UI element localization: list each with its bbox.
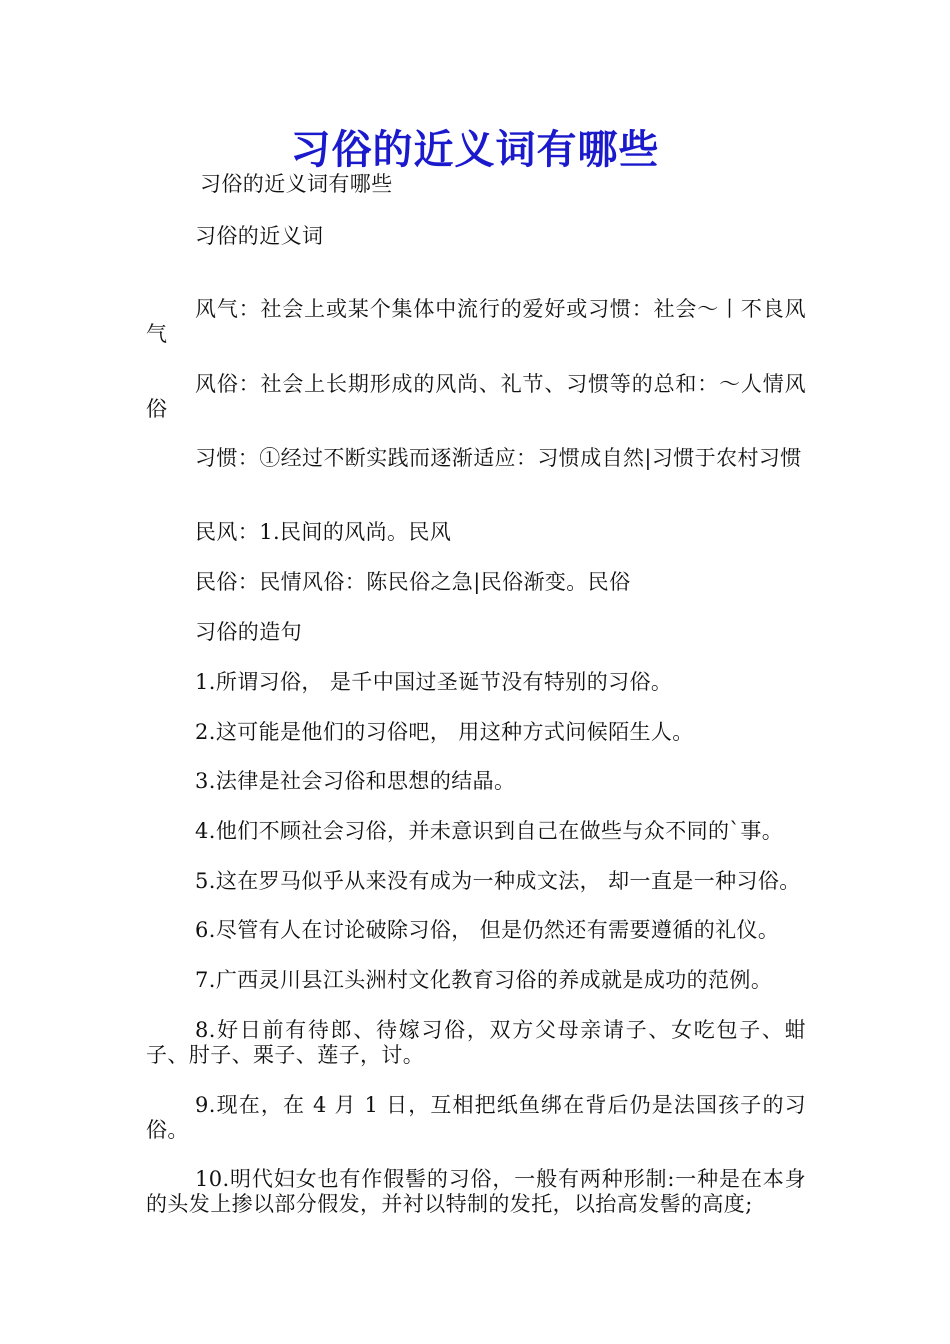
paragraph-sentence-1: 1.所谓习俗， 是千中国过圣诞节没有特别的习俗。	[195, 670, 673, 694]
paragraph-synonym-fengqi: 风气：社会上或某个集体中流行的爱好或习惯：社会～丨不良风气	[146, 297, 806, 346]
paragraph-sentence-6: 6.尽管有人在讨论破除习俗， 但是仍然还有需要遵循的礼仪。	[195, 918, 780, 942]
paragraph-sentence-2: 2.这可能是他们的习俗吧， 用这种方式问候陌生人。	[195, 720, 694, 744]
paragraph-sentence-10: 10.明代妇女也有作假髻的习俗，一般有两种形制:一种是在本身的头发上掺以部分假发，并衬以特制的发托，以抬高发髻的高度;	[146, 1167, 806, 1216]
paragraph-section-heading-synonyms: 习俗的近义词	[195, 224, 324, 248]
paragraph-section-heading-sentences: 习俗的造句	[195, 620, 302, 644]
paragraph-sentence-3: 3.法律是社会习俗和思想的结晶。	[195, 769, 516, 793]
paragraph-synonym-fengsu: 风俗：社会上长期形成的风尚、礼节、习惯等的总和：～人情风俗	[146, 372, 806, 421]
paragraph-subtitle: 习俗的近义词有哪些	[200, 172, 393, 196]
paragraph-sentence-5: 5.这在罗马似乎从来没有成为一种成文法， 却一直是一种习俗。	[195, 869, 801, 893]
paragraph-sentence-8: 8.好日前有待郎、待嫁习俗，双方父母亲请子、女吃包子、蚶子、肘子、栗子、莲子，讨。	[146, 1018, 806, 1067]
paragraph-synonym-minsu: 民俗：民情风俗：陈民俗之急|民俗渐变。民俗	[195, 570, 631, 594]
paragraph-sentence-7: 7.广西灵川县江头洲村文化教育习俗的养成就是成功的范例。	[195, 968, 773, 992]
paragraph-synonym-minfeng: 民风：1.民间的风尚。民风	[195, 520, 452, 544]
paragraph-synonym-xiguan: 习惯：①经过不断实践而逐渐适应：习惯成自然|习惯于农村习惯	[195, 446, 802, 470]
paragraph-sentence-4: 4.他们不顾社会习俗，并未意识到自己在做些与众不同的`事。	[195, 819, 784, 843]
paragraph-sentence-9: 9.现在，在 4 月 1 日，互相把纸鱼绑在背后仍是法国孩子的习俗。	[146, 1093, 806, 1142]
document-title: 习俗的近义词有哪些	[290, 126, 660, 173]
